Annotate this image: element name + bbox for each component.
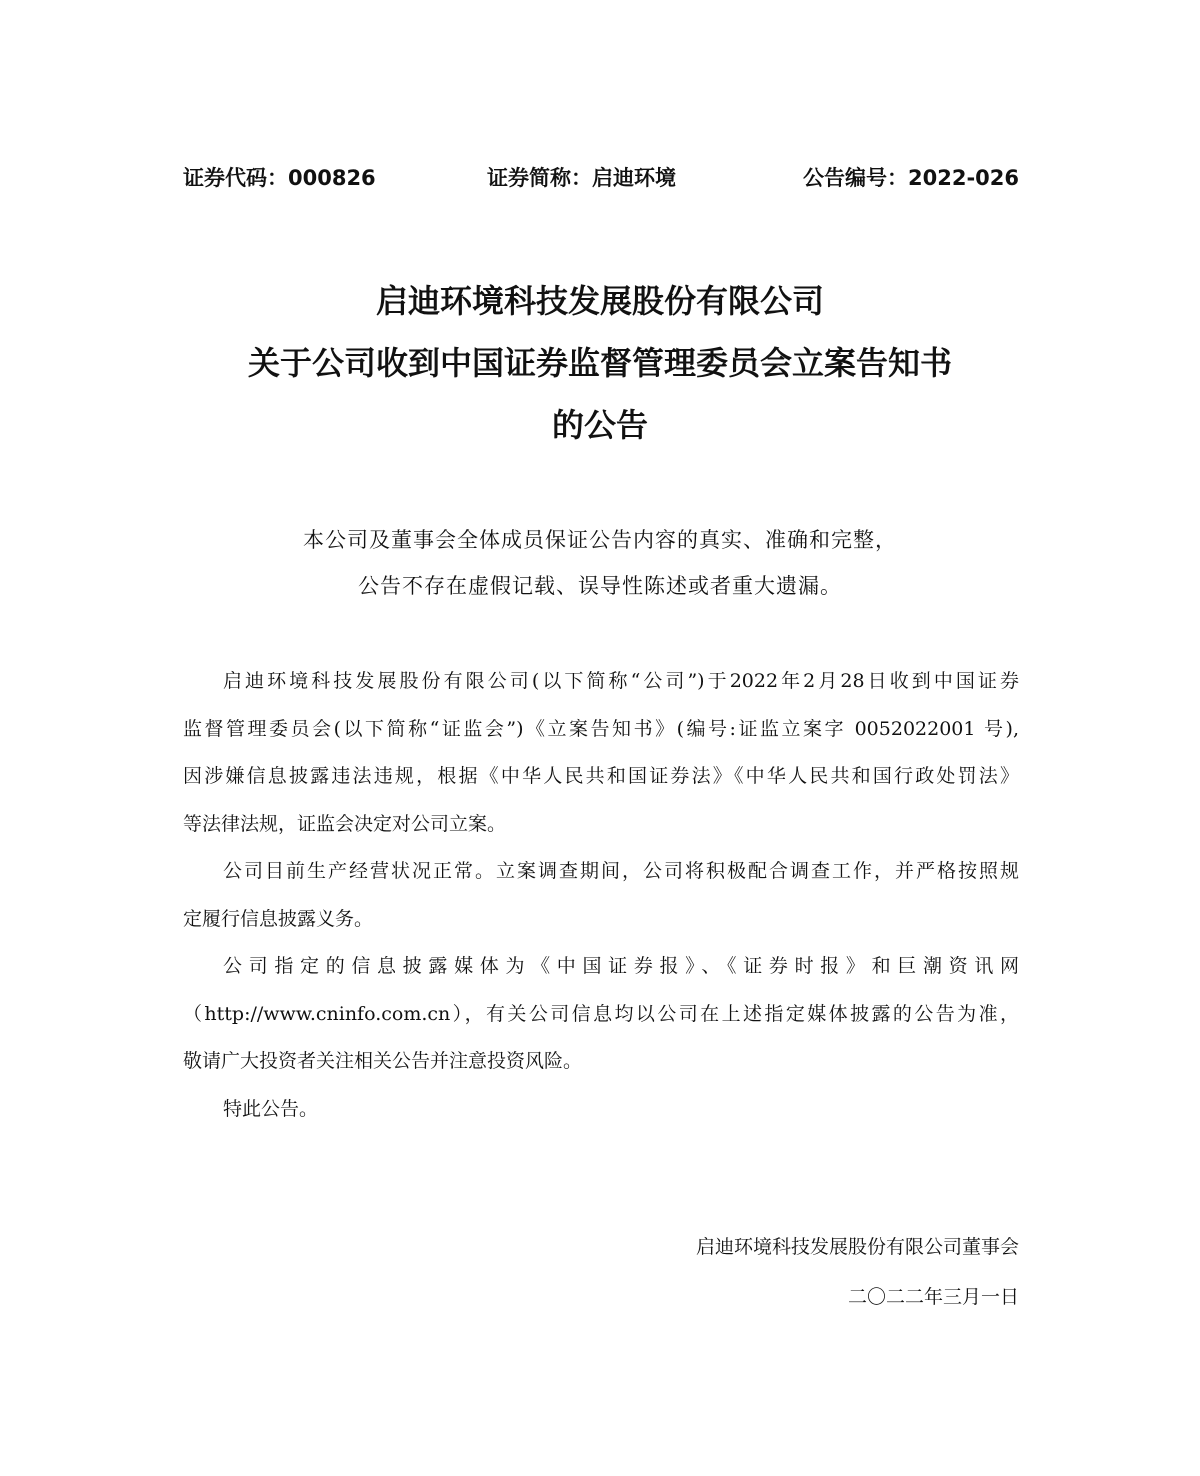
stock-code: 证券代码：000826: [183, 166, 376, 190]
paragraph-1-line-3: 因涉嫌信息披露违法违规，根据《中华人民共和国证券法》《中华人民共和国行政处罚法》: [183, 765, 1019, 787]
statement-line-2: 公告不存在虚假记载、误导性陈述或者重大遗漏。: [358, 574, 842, 598]
announcement-body: [183, 658, 1019, 1133]
paragraph-3-line-1: 公司指定的信息披露媒体为《中国证券报》、《证券时报》和巨潮资讯网: [223, 955, 1019, 977]
title-line-2: 关于公司收到中国证券监督管理委员会立案告知书: [247, 344, 952, 382]
signature-organization: 启迪环境科技发展股份有限公司董事会: [695, 1236, 1019, 1258]
paragraph-1-line-4: 等法律法规，证监会决定对公司立案。: [183, 812, 507, 835]
signature-block: [696, 1222, 1019, 1322]
document-header: [183, 160, 1019, 196]
paragraph-2-line-1: 公司目前生产经营状况正常。立案调查期间，公司将积极配合调查工作，并严格按照规: [223, 860, 1019, 882]
paragraph-4-line-1: 特此公告。: [223, 1097, 319, 1120]
paragraph-3-line-2: （http://www.cninfo.com.cn），有关公司信息均以公司在上述指定媒体披露的公告为准，: [183, 1002, 1019, 1025]
signature-date: 二〇二二年三月一日: [847, 1286, 1019, 1308]
title-line-1: 启迪环境科技发展股份有限公司: [375, 282, 824, 320]
paragraph-1-line-1: 启迪环境科技发展股份有限公司(以下简称“公司”)于2022年2月28日收到中国证券: [223, 670, 1019, 692]
statement-line-1: 本公司及董事会全体成员保证公告内容的真实、准确和完整，: [303, 528, 897, 552]
paragraph-1-line-2: 监督管理委员会(以下简称“证监会”)《立案告知书》(编号:证监立案字 0052022001 号),: [183, 717, 1019, 740]
paragraph-3-line-3: 敬请广大投资者关注相关公告并注意投资风险。: [183, 1050, 583, 1072]
paragraph-2-line-2: 定履行信息披露义务。: [183, 907, 374, 930]
document-title: [120, 270, 1080, 456]
announcement-number: 公告编号：2022-026: [803, 166, 1019, 190]
board-statement: [120, 517, 1080, 609]
title-line-3: 的公告: [551, 406, 648, 444]
stock-short-name: 证券简称：启迪环境: [487, 166, 676, 190]
